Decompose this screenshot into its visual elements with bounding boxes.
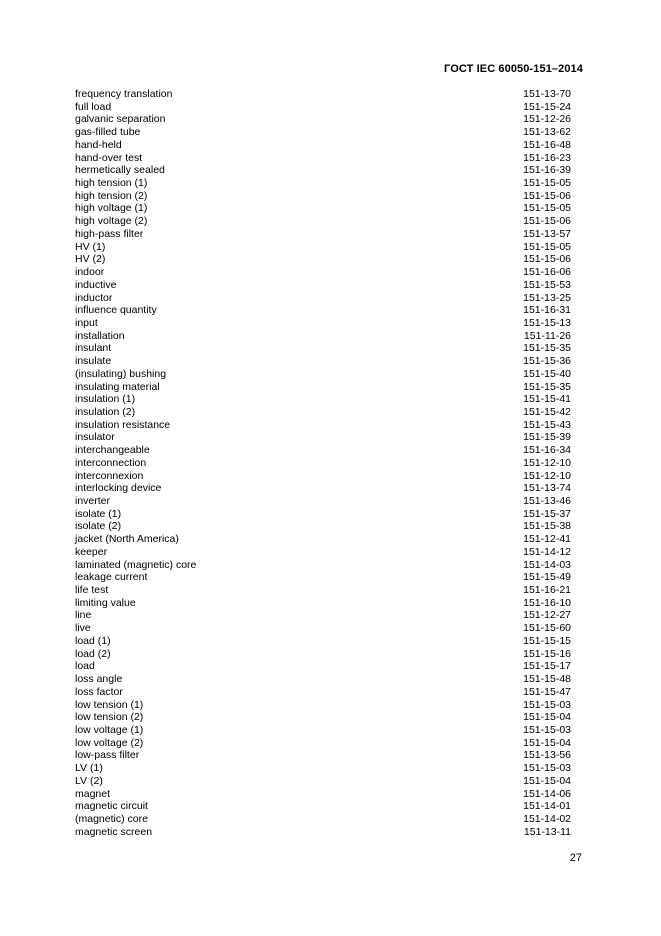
index-entry: [75, 431, 571, 444]
index-code: 151-15-04: [523, 774, 571, 787]
index-term: load (2): [75, 647, 111, 660]
index-entry: [75, 622, 571, 635]
index-entry: [75, 457, 571, 470]
index-term: inductive: [75, 278, 117, 291]
index-term: LV (1): [75, 762, 103, 775]
index-entry: [75, 113, 571, 126]
index-term: insulation (2): [75, 405, 136, 418]
index-term: low-pass filter: [75, 749, 140, 762]
index-term: HV (2): [75, 253, 106, 266]
index-term: low tension (1): [75, 698, 144, 711]
index-code: 151-16-10: [523, 596, 571, 609]
index-code: 151-13-62: [523, 126, 571, 139]
index-term: high-pass filter: [75, 227, 144, 240]
index-code: 151-14-12: [523, 545, 571, 558]
index-entry: [75, 533, 571, 546]
index-code: 151-12-26: [523, 113, 571, 126]
index-term: keeper: [75, 545, 108, 558]
index-code: 151-15-35: [523, 342, 571, 355]
index-term: line: [75, 609, 92, 622]
index-entry: [75, 508, 571, 521]
index-entry: [75, 749, 571, 762]
index-code: 151-16-48: [523, 138, 571, 151]
document-header: ГОСТ IEC 60050-151–2014: [444, 63, 583, 75]
index-term: insulation resistance: [75, 418, 171, 431]
index-term: (magnetic) core: [75, 812, 148, 825]
index-code: 151-15-04: [523, 736, 571, 749]
index-entry: [75, 381, 571, 394]
index-term: interconnection: [75, 456, 147, 469]
index-term: load: [75, 660, 95, 673]
index-code: 151-13-25: [523, 291, 571, 304]
index-entry: [75, 228, 571, 241]
index-term: magnetic circuit: [75, 800, 148, 813]
index-term: loss angle: [75, 673, 123, 686]
index-entry: [75, 419, 571, 432]
index-entry: [75, 330, 571, 343]
index-entry: [75, 648, 571, 661]
index-entry: [75, 279, 571, 292]
index-entry: [75, 673, 571, 686]
index-entry: [75, 813, 571, 826]
index-code: 151-15-37: [523, 507, 571, 520]
index-term: indoor: [75, 266, 105, 279]
index-entry: [75, 177, 571, 190]
index-entry: [75, 597, 571, 610]
index-code: 151-15-41: [523, 393, 571, 406]
index-term: low voltage (2): [75, 736, 144, 749]
index-term: magnet: [75, 787, 111, 800]
index-entry: [75, 775, 571, 788]
index-code: 151-13-46: [523, 495, 571, 507]
index-term: (insulating) bushing: [75, 367, 167, 380]
index-code: 151-15-06: [523, 215, 571, 228]
index-entry: [75, 737, 571, 750]
index-code: 151-15-35: [523, 380, 571, 393]
index-term: full load: [75, 100, 112, 113]
index-term: interchangeable: [75, 444, 150, 457]
index-term: isolate (2): [75, 520, 122, 533]
index-entry: [75, 686, 571, 699]
index-code: 151-15-36: [523, 355, 571, 368]
index-entry: [75, 139, 571, 152]
index-code: 151-15-43: [523, 418, 571, 431]
index-entry: [75, 253, 571, 266]
index-code: 151-15-49: [523, 571, 571, 584]
index-entry: [75, 762, 571, 775]
index-entry: [75, 202, 571, 215]
index-term: HV (1): [75, 240, 106, 253]
index-term: interlocking device: [75, 482, 162, 495]
index-term: inductor: [75, 291, 113, 304]
index-code: 151-16-23: [523, 151, 571, 164]
index-term: frequency translation: [75, 88, 173, 100]
index-term: low tension (2): [75, 711, 144, 724]
index-entry: [75, 393, 571, 406]
index-code: 151-15-05: [523, 240, 571, 253]
index-term: gas-filled tube: [75, 126, 141, 139]
index-entry: [75, 317, 571, 330]
index-entry: [75, 292, 571, 305]
index-entry: [75, 215, 571, 228]
index-term: jacket (North America): [75, 533, 179, 546]
index-code: 151-15-05: [523, 177, 571, 190]
index-entry: [75, 584, 571, 597]
index-entry: [75, 241, 571, 254]
index-entry: [75, 546, 571, 559]
index-entry: [75, 88, 571, 101]
page-number: 27: [569, 852, 582, 864]
index-term: LV (2): [75, 774, 103, 787]
index-entry: [75, 304, 571, 317]
index-term: hand-held: [75, 138, 122, 151]
index-term: isolate (1): [75, 507, 122, 520]
index-code: 151-15-16: [523, 647, 571, 660]
index-code: 151-15-06: [523, 253, 571, 266]
index-entry: [75, 152, 571, 165]
index-term: low voltage (1): [75, 723, 144, 736]
index-entry: [75, 711, 571, 724]
index-code: 151-15-24: [523, 100, 571, 113]
index-entry: [75, 101, 571, 114]
index-code: 151-12-27: [523, 609, 571, 622]
index-entry: [75, 126, 571, 139]
index-code: 151-15-05: [523, 202, 571, 215]
index-code: 151-15-04: [523, 711, 571, 724]
index-term: life test: [75, 584, 109, 597]
index-entry: [75, 190, 571, 203]
index-code: 151-13-56: [523, 749, 571, 762]
index-code: 151-13-70: [523, 88, 571, 100]
index-entry: [75, 482, 571, 495]
index-entry: [75, 826, 571, 839]
index-entry: [75, 609, 571, 622]
index-code: 151-16-34: [523, 444, 571, 457]
index-entry: [75, 470, 571, 483]
index-term: hand-over test: [75, 151, 143, 164]
index-code: 151-15-13: [523, 316, 571, 329]
index-code: 151-11-26: [523, 329, 571, 342]
index-term: influence quantity: [75, 304, 157, 317]
index-code: 151-15-42: [523, 405, 571, 418]
index-code: 151-15-48: [523, 673, 571, 686]
index-entry: [75, 164, 571, 177]
index-code: 151-16-21: [523, 584, 571, 597]
index-entry: [75, 788, 571, 801]
index-term: load (1): [75, 634, 111, 647]
index-term: laminated (magnetic) core: [75, 558, 197, 571]
index-term: interconnexion: [75, 469, 144, 482]
index-term: loss factor: [75, 685, 123, 698]
index-code: 151-12-10: [523, 456, 571, 469]
index-code: 151-14-03: [523, 558, 571, 571]
index-term: insulating material: [75, 380, 160, 393]
index-term: insulate: [75, 355, 112, 368]
index-term: galvanic separation: [75, 113, 166, 126]
index-entry: [75, 266, 571, 279]
index-entry: [75, 571, 571, 584]
index-term: high tension (1): [75, 177, 148, 190]
index-code: 151-16-06: [523, 266, 571, 279]
index-entry: [75, 660, 571, 673]
index-term: insulant: [75, 342, 112, 355]
index-code: 151-15-53: [523, 278, 571, 291]
index-code: 151-15-17: [523, 660, 571, 673]
index-entry: [75, 342, 571, 355]
index-code: 151-15-39: [523, 431, 571, 444]
index-entry: [75, 800, 571, 813]
index-entry: [75, 520, 571, 533]
index-term: high voltage (1): [75, 202, 148, 215]
index-code: 151-15-40: [523, 367, 571, 380]
index-code: 151-15-47: [523, 685, 571, 698]
index-term: limiting value: [75, 596, 136, 609]
index-entry: [75, 635, 571, 648]
index-term: high tension (2): [75, 189, 148, 202]
index-code: 151-16-39: [523, 164, 571, 177]
index-entry: [75, 444, 571, 457]
index-term: leakage current: [75, 571, 148, 584]
index-code: 151-16-31: [523, 304, 571, 317]
index-code: 151-14-01: [523, 800, 571, 813]
index-code: 151-14-06: [523, 787, 571, 800]
index-code: 151-13-11: [523, 825, 571, 838]
index-code: 151-13-74: [523, 482, 571, 495]
index-code: 151-12-10: [523, 469, 571, 482]
index-term: magnetic screen: [75, 825, 153, 838]
index-entry: [75, 559, 571, 572]
index-code: 151-15-03: [523, 723, 571, 736]
index-code: 151-15-60: [523, 622, 571, 635]
index-entry: [75, 355, 571, 368]
index-entry: [75, 724, 571, 737]
index-entry: [75, 368, 571, 381]
index-code: 151-14-02: [523, 812, 571, 825]
index-term: inverter: [75, 495, 111, 507]
index-term: insulator: [75, 431, 115, 444]
index-entry: [75, 406, 571, 419]
term-index-list: [75, 88, 571, 838]
index-entry: [75, 495, 571, 508]
index-code: 151-13-57: [523, 227, 571, 240]
index-code: 151-15-03: [523, 698, 571, 711]
index-code: 151-15-06: [523, 189, 571, 202]
index-term: insulation (1): [75, 393, 136, 406]
index-code: 151-12-41: [523, 533, 571, 546]
index-code: 151-15-15: [523, 634, 571, 647]
index-term: input: [75, 316, 98, 329]
index-term: installation: [75, 329, 125, 342]
index-term: hermetically sealed: [75, 164, 165, 177]
index-term: high voltage (2): [75, 215, 148, 228]
index-code: 151-15-38: [523, 520, 571, 533]
index-term: live: [75, 622, 91, 635]
index-code: 151-15-03: [523, 762, 571, 775]
index-entry: [75, 699, 571, 712]
